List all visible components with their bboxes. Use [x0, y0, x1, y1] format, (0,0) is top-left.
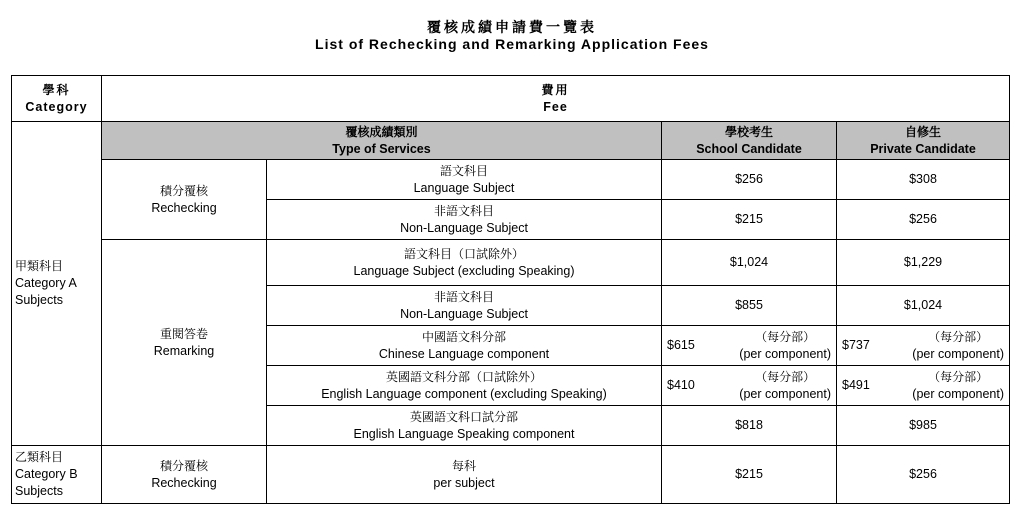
service-type-cell: [267, 366, 662, 406]
service-zh: 語文科目（口試除外）: [403, 246, 524, 261]
category-b-cell: [12, 446, 102, 504]
remarking-zh: 重閱答卷: [159, 326, 208, 341]
private-header-zh: 自修生: [905, 124, 942, 139]
school-fee: [662, 326, 837, 366]
per-component-note-zh: （每分部）: [755, 369, 816, 384]
category-header-en: Category: [25, 99, 88, 114]
school-candidate-header: [662, 122, 837, 160]
page-title-english: List of Rechecking and Remarking Application Fees: [315, 36, 709, 52]
table-header-row: [12, 76, 1010, 122]
per-component-note-en: (per component): [739, 346, 831, 361]
type-header-zh: 覆核成績類別: [345, 124, 418, 139]
private-fee: [837, 326, 1010, 366]
service-en: Non-Language Subject: [400, 220, 528, 235]
fee-amount: $737: [842, 338, 870, 352]
service-type-cell: [267, 286, 662, 326]
service-en: Language Subject (excluding Speaking): [353, 263, 575, 278]
per-component-note-en: (per component): [912, 346, 1005, 361]
fee-table: [11, 75, 1010, 504]
school-fee: $855: [662, 286, 837, 326]
service-en: Chinese Language component: [378, 346, 550, 361]
per-component-note-zh: （每分部）: [928, 329, 989, 344]
type-of-services-header: [102, 122, 662, 160]
fee-header-zh: 費用: [541, 82, 570, 97]
fee-amount: $410: [667, 378, 695, 392]
school-header-en: School Candidate: [696, 141, 802, 156]
private-fee: $1,229: [837, 240, 1010, 286]
school-fee: $256: [662, 160, 837, 200]
school-fee: [662, 366, 837, 406]
rechecking-a-zh: 積分覆核: [159, 183, 208, 198]
service-type-cell: [267, 406, 662, 446]
fee-amount: $615: [667, 338, 695, 352]
fee-header-en: Fee: [543, 99, 568, 114]
table-row: [12, 160, 1010, 200]
school-fee: $215: [662, 446, 837, 504]
private-fee: $985: [837, 406, 1010, 446]
category-a-en1: Category A: [15, 276, 77, 290]
service-type-cell: [267, 446, 662, 504]
category-b-en2: Subjects: [15, 484, 63, 498]
fee-amount: $491: [842, 378, 870, 392]
service-en: Language Subject: [413, 180, 515, 195]
private-fee: $256: [837, 200, 1010, 240]
private-candidate-header: [837, 122, 1010, 160]
per-component-note-zh: （每分部）: [755, 329, 816, 344]
service-zh: 非語文科目: [433, 203, 494, 218]
school-fee: $215: [662, 200, 837, 240]
service-en: per subject: [433, 475, 495, 490]
table-row: [12, 446, 1010, 504]
service-zh: 語文科目: [439, 163, 488, 178]
category-b-en1: Category B: [15, 467, 78, 481]
school-fee: $818: [662, 406, 837, 446]
service-en: English Language Speaking component: [353, 426, 575, 441]
page-title-chinese: 覆核成績申請費一覽表: [427, 20, 597, 36]
service-en: Non-Language Subject: [400, 306, 528, 321]
rechecking-a-en: Rechecking: [151, 200, 217, 215]
table-row: [12, 240, 1010, 286]
rechecking-b-cell: [102, 446, 267, 504]
service-type-cell: [267, 200, 662, 240]
fee-header: [102, 76, 1010, 122]
category-a-cell: [12, 122, 102, 446]
category-header-zh: 學科: [42, 82, 71, 97]
table-subheader-row: [12, 122, 1010, 160]
private-fee: $1,024: [837, 286, 1010, 326]
private-fee: $256: [837, 446, 1010, 504]
school-fee: $1,024: [662, 240, 837, 286]
private-fee: [837, 366, 1010, 406]
category-b-zh: 乙類科目: [15, 450, 64, 464]
service-type-cell: [267, 240, 662, 286]
private-header-en: Private Candidate: [870, 141, 976, 156]
per-component-note-zh: （每分部）: [928, 369, 989, 384]
type-header-en: Type of Services: [332, 141, 431, 156]
service-type-cell: [267, 326, 662, 366]
private-fee: $308: [837, 160, 1010, 200]
rechecking-a-cell: [102, 160, 267, 240]
service-zh: 非語文科目: [433, 289, 494, 304]
service-type-cell: [267, 160, 662, 200]
remarking-en: Remarking: [153, 343, 215, 358]
school-header-zh: 學校考生: [724, 124, 773, 139]
per-component-note-en: (per component): [912, 386, 1005, 401]
remarking-cell: [102, 240, 267, 446]
rechecking-b-zh: 積分覆核: [159, 458, 208, 473]
service-zh: 英國語文科分部（口試除外）: [385, 369, 542, 384]
rechecking-b-en: Rechecking: [151, 475, 217, 490]
category-a-zh: 甲類科目: [15, 259, 64, 273]
service-en: English Language component (excluding Speaking): [321, 386, 607, 401]
service-zh: 中國語文科分部: [421, 329, 506, 344]
per-component-note-en: (per component): [739, 386, 831, 401]
service-zh: 每科: [451, 458, 476, 473]
category-header: [12, 76, 102, 122]
category-a-en2: Subjects: [15, 293, 63, 307]
service-zh: 英國語文科口試分部: [409, 409, 518, 424]
